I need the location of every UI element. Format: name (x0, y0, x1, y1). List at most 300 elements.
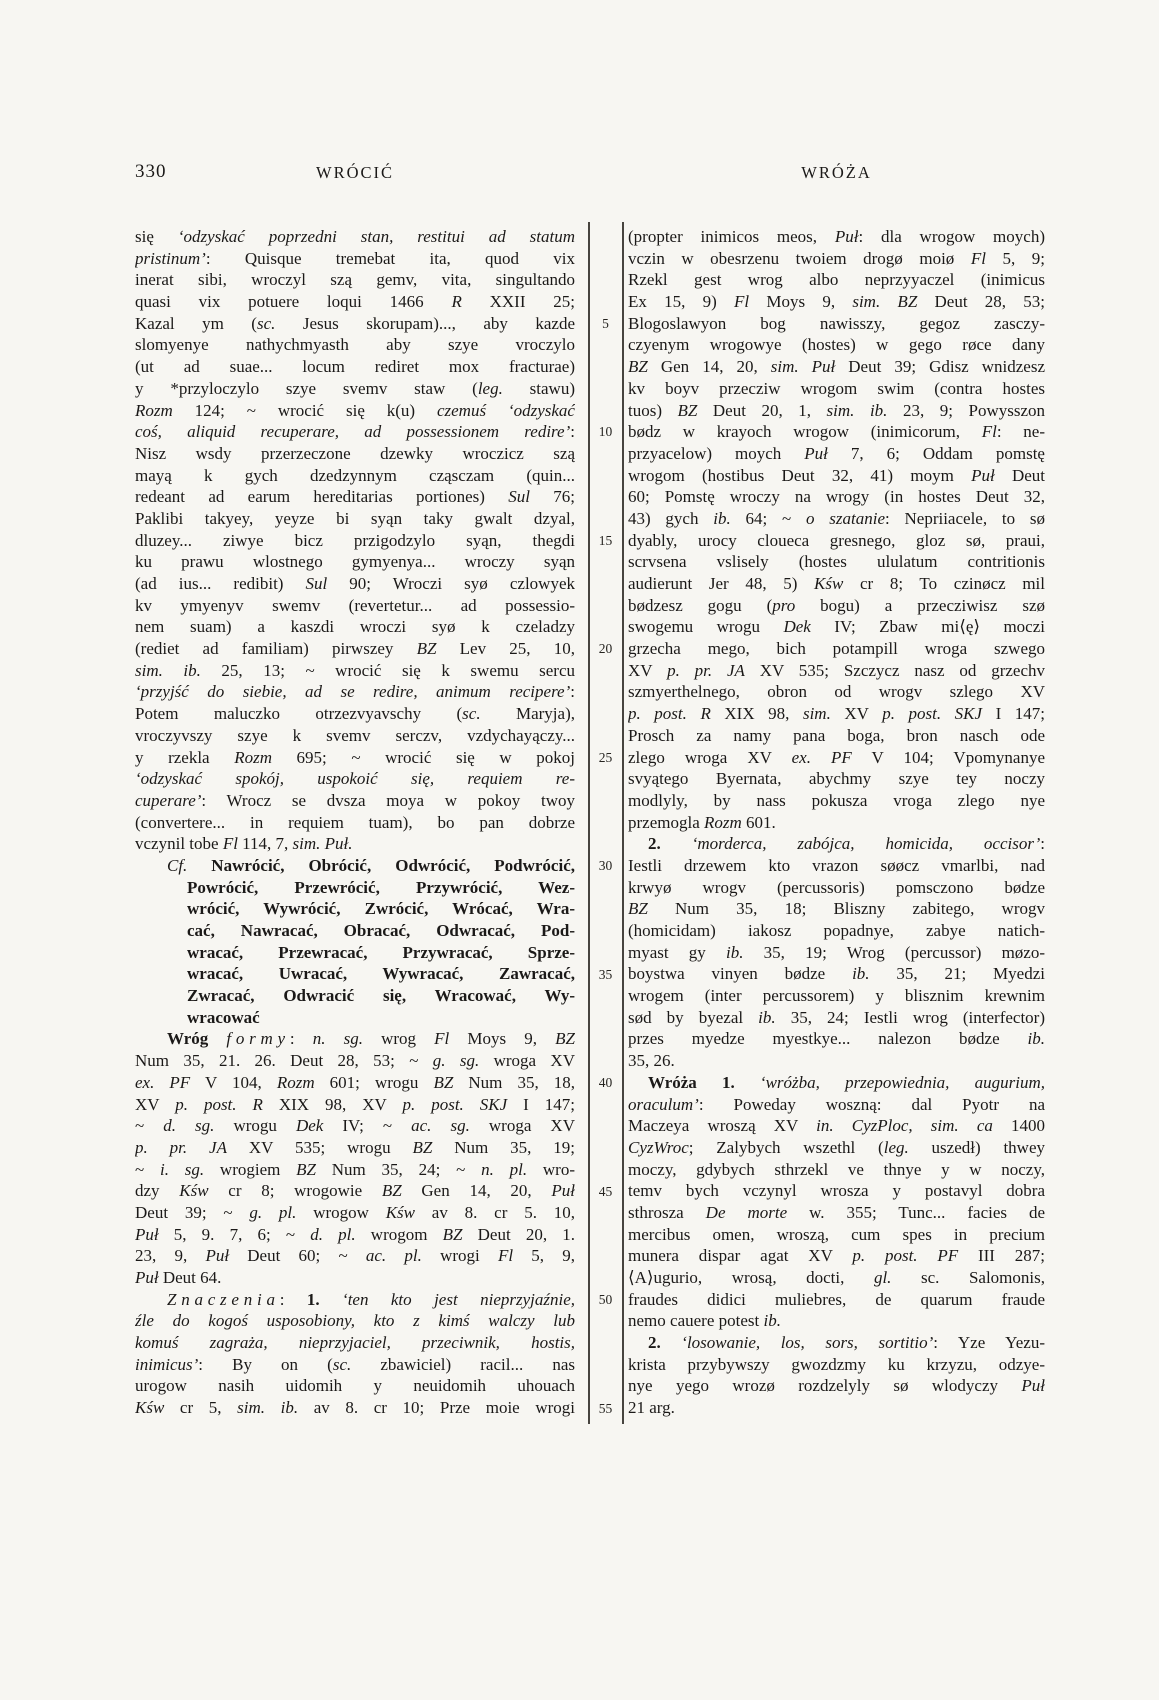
text-segment: wrog (362, 1029, 435, 1049)
text-line (135, 573, 575, 595)
text-line (628, 1202, 1045, 1224)
text-segment: : Quisque tremebat ita, quod vix (205, 248, 575, 268)
text-segment: Fl (222, 834, 238, 854)
text-segment: sim. ib. (826, 400, 888, 420)
text-line (628, 1137, 1045, 1159)
text-segment: quasi vix potuere loqui 1466 (135, 292, 452, 312)
text-segment: Kśw (179, 1181, 209, 1201)
text-line (135, 313, 575, 335)
text-segment: pro (772, 595, 796, 615)
text-line (135, 1180, 575, 1202)
text-segment: XV 535; wrogu (226, 1137, 413, 1157)
text-line (135, 1289, 575, 1311)
text-segment: p. post. PF (852, 1246, 959, 1266)
text-segment: grzecha mego, bich potampill wroga szwego (628, 639, 1045, 659)
text-segment: Znaczenia (167, 1289, 280, 1309)
text-segment: ib. (758, 1007, 776, 1027)
text-segment: Deut 60; ~ (229, 1246, 366, 1266)
text-line (628, 1289, 1045, 1311)
text-segment: przyacelow) moych (628, 443, 805, 463)
text-segment: 2. (648, 1333, 661, 1353)
text-segment: y rzekla (135, 747, 235, 767)
text-segment: : Poweday woszną: dal Pyotr na (698, 1094, 1045, 1114)
text-segment: się (135, 227, 178, 246)
text-segment: g. sg. (432, 1051, 480, 1071)
text-segment: Deut 20, 1. (462, 1224, 575, 1244)
text-segment: fraudes didici muliebres, de quarum fraude (628, 1289, 1045, 1309)
text-segment: ⟨A⟩ugurio, wrosą, docti, (628, 1268, 874, 1287)
text-line (135, 812, 575, 834)
text-segment: (propter inimicos meos, (628, 227, 835, 246)
text-line (135, 508, 575, 530)
text-segment: R (451, 292, 462, 312)
text-segment: wracać, Uwracać, Wywracać, Zawracać, (187, 964, 575, 984)
text-segment: cuperare’ (135, 790, 202, 810)
text-segment: Prosch za namy pana boga, bron nasch ode (628, 725, 1045, 745)
text-segment: mercibus omen, wroszą, cum spes in precium (628, 1224, 1045, 1244)
text-segment: wrogi (421, 1246, 498, 1266)
text-line (135, 1310, 575, 1332)
text-segment: Rozm (276, 1072, 315, 1092)
text-segment: 60; Pomstę wroczy na wrogy (in hostes Deut 32, (628, 487, 1045, 507)
text-segment: szmyerthelnego, obron od wrogv szlego XV (628, 682, 1045, 702)
text-segment: ib. (852, 964, 870, 984)
text-line (628, 400, 1045, 422)
text-segment: cr 5, (164, 1398, 238, 1418)
text-segment: Fl (497, 1246, 514, 1266)
text-segment: : (1040, 834, 1045, 854)
text-line (628, 1267, 1045, 1289)
text-segment: Cf. (167, 855, 188, 875)
text-segment: : dla wrogow moych) (858, 227, 1045, 246)
text-segment: Wróg (167, 1029, 227, 1049)
text-line (628, 920, 1045, 942)
text-segment: dyably, urocy cloueca gresnego, gloz sø, praui, (628, 530, 1045, 550)
text-segment: : By on ( (198, 1354, 333, 1374)
text-segment: (ad ius... redibit) (135, 574, 306, 593)
text-line (628, 1007, 1045, 1029)
text-segment: wrogom (hostibus Deut 32, 41) moym (628, 465, 972, 485)
text-segment: Kśw (135, 1398, 165, 1418)
text-segment: leg. (477, 378, 503, 398)
text-line (628, 356, 1045, 378)
text-segment: (ut ad suae... locum rediret mox fracturae) (135, 357, 575, 377)
text-segment: 5, 9; (985, 248, 1045, 268)
text-line (135, 334, 575, 356)
text-line (135, 898, 575, 920)
text-segment: Puł (551, 1181, 575, 1201)
text-segment: mayą k gych dzedzynnym cząsczam (quin... (135, 465, 575, 485)
text-line (628, 660, 1045, 682)
text-line (628, 291, 1045, 313)
text-segment: tuos) (628, 400, 678, 420)
text-segment: oraculum’ (628, 1094, 699, 1114)
text-segment: Rozm (135, 400, 173, 420)
text-segment: Powrócić, Przewrócić, Przywrócić, Wez- (187, 877, 575, 897)
text-line (628, 1094, 1045, 1116)
text-line (628, 530, 1045, 552)
text-segment: w. 355; Tunc... facies de (787, 1202, 1045, 1222)
text-segment: ~ (135, 1159, 160, 1179)
text-line (628, 1180, 1045, 1202)
text-segment: vczynil tobe (135, 834, 223, 854)
text-line (135, 985, 575, 1007)
text-line (135, 465, 575, 487)
text-segment: BZ (628, 357, 648, 377)
text-segment: 23, 9, (135, 1246, 206, 1266)
text-segment: ib. (763, 1311, 781, 1331)
text-line (135, 833, 575, 855)
text-segment: BZ (416, 639, 437, 659)
text-segment: Paklibi takyey, yeyze bi syąn taky gwalt dzyal, (135, 508, 575, 528)
text-line (135, 638, 575, 660)
text-segment: czyenym wrogowye (hostes) w gego røce dany (628, 335, 1045, 355)
text-segment: Puł (135, 1268, 159, 1287)
text-segment: Dek (783, 617, 811, 637)
text-segment: BZ (381, 1181, 402, 1201)
text-segment: sød by byezal (628, 1007, 759, 1027)
text-segment: V 104; Vpomynanye (851, 747, 1045, 767)
line-number: 50 (598, 1292, 613, 1308)
text-line (628, 877, 1045, 899)
text-segment: ib. (713, 508, 731, 528)
text-segment: zlego wroga XV (628, 747, 792, 767)
text-segment: Num 35, 19; (432, 1137, 575, 1157)
text-segment: Lev 25, 10, (436, 639, 575, 659)
text-segment: sim. ib. (135, 660, 201, 680)
text-segment: ‘odzyskać spokój, uspokoić się, requiem re- (135, 769, 575, 789)
text-line (628, 898, 1045, 920)
text-segment: wracać, Przewracać, Przywracać, Sprze- (187, 942, 575, 962)
text-segment: : (570, 682, 575, 702)
text-segment: XXII 25; (461, 292, 575, 312)
text-segment: Deut 39; ~ (135, 1202, 250, 1222)
text-line (135, 681, 575, 703)
text-segment: wro- (527, 1159, 575, 1179)
page-number: 330 (135, 161, 167, 182)
line-number: 15 (598, 532, 613, 548)
text-segment: Blogoslawyon bog nawisszy, gegoz zasczy- (628, 313, 1045, 333)
text-segment: XV (135, 1094, 176, 1114)
text-segment: 64; ~ (730, 508, 806, 528)
text-segment: 7, 6; Oddam pomstę (827, 443, 1045, 463)
text-segment: p. post. R (175, 1094, 263, 1114)
text-line (135, 747, 575, 769)
text-segment: IV; Zbaw mi⟨ę⟩ moczi (810, 617, 1045, 637)
text-segment: : Yze Yezu- (933, 1333, 1045, 1353)
text-segment: : (279, 1289, 307, 1309)
text-segment: 5, 9, (513, 1246, 575, 1266)
text-segment: p. post. SKJ (882, 704, 983, 724)
text-segment: Fl (970, 248, 986, 268)
text-segment: Puł (971, 465, 995, 485)
text-segment: sc. (462, 704, 481, 724)
text-segment: p. pr. JA (667, 660, 745, 680)
text-segment: redeant ad earum hereditarias portiones) (135, 487, 509, 507)
text-segment: przes myedze myestkye... nalezon bødze (628, 1029, 1028, 1049)
text-segment: BZ (296, 1159, 316, 1179)
text-line (628, 703, 1045, 725)
text-line (135, 1375, 575, 1397)
text-line (628, 1375, 1045, 1397)
text-line (628, 768, 1045, 790)
text-line (135, 443, 575, 465)
text-segment: Nawrócić, Obrócić, Odwrócić, Podwrócić, (187, 855, 575, 875)
text-line (135, 1332, 575, 1354)
text-segment: stawu) (502, 378, 575, 398)
line-number-gutter (589, 226, 622, 1426)
text-segment: d. sg. (163, 1116, 215, 1136)
text-line (628, 681, 1045, 703)
text-segment: Rzekl gest wrog albo neprzyyaczel (inimicus (628, 270, 1045, 290)
text-line (628, 334, 1045, 356)
text-segment: : ne- (996, 422, 1045, 442)
text-segment: Moys 9, (449, 1029, 556, 1049)
text-segment: sim. Puł. (292, 834, 353, 854)
text-segment: sim. BZ (852, 292, 918, 312)
text-segment: Kśw (385, 1202, 415, 1222)
running-head-right: WRÓŻA (801, 163, 872, 182)
text-line (628, 833, 1045, 855)
text-segment: BZ (628, 899, 648, 919)
text-line (628, 595, 1045, 617)
text-segment: 1400 (992, 1116, 1045, 1136)
text-segment: Wróża 1. (648, 1072, 735, 1092)
text-segment: kv boyv przecziw wrogom swim (contra hostes (628, 378, 1045, 398)
text-segment: cać, Nawracać, Obracać, Odwracać, Pod- (187, 921, 575, 940)
text-segment: nem suam) a kaszdi wroczi syø k czeladzy (135, 617, 575, 637)
text-segment: V 104, (190, 1072, 277, 1092)
text-segment: 601; wrogu (314, 1072, 434, 1092)
text-segment: Deut 28, 53; (917, 292, 1045, 312)
text-line (628, 1028, 1045, 1050)
text-segment: wroga XV (479, 1051, 575, 1071)
text-segment: sim. (802, 704, 831, 724)
text-segment: ‘wróżba, przepowiednia, augurium, (759, 1072, 1045, 1092)
text-segment: 124; ~ wrocić się k(u) (172, 400, 437, 420)
text-line (135, 855, 575, 877)
text-segment: p. post. SKJ (402, 1094, 508, 1114)
text-segment: wrócić, Wywrócić, Zwrócić, Wrócać, Wra- (187, 899, 575, 919)
text-segment: cr 8; To czinøcz mil (843, 574, 1045, 593)
text-segment: ‘ten kto jest nieprzyjaźnie, (342, 1289, 575, 1309)
text-segment: nye yego wrozø rozdzelyly sø wlodyczy (628, 1376, 1022, 1396)
text-segment: myast gy (628, 942, 726, 962)
text-segment: przemogla (628, 812, 704, 832)
text-line (628, 942, 1045, 964)
text-segment: komuś zagraża, nieprzyjaciel, przeciwnik, hostis, (135, 1333, 575, 1353)
text-line (135, 1202, 575, 1224)
text-segment: 5, 9. 7, 6; ~ (158, 1224, 311, 1244)
text-segment: BZ (433, 1072, 454, 1092)
text-segment: n. sg. (312, 1029, 363, 1049)
text-segment: zbawiciel) racil... nas (351, 1354, 575, 1374)
text-line (628, 1245, 1045, 1267)
text-segment: Puł (135, 1224, 159, 1244)
text-segment: Puł (804, 443, 828, 463)
text-segment: XIX 98, (710, 704, 803, 724)
text-line (628, 1159, 1045, 1181)
text-line (135, 595, 575, 617)
text-segment: g. pl. (249, 1202, 297, 1222)
text-segment: i. sg. (159, 1159, 205, 1179)
text-segment: wroga XV (469, 1116, 575, 1136)
text-line (628, 790, 1045, 812)
text-segment: I 147; (507, 1094, 575, 1114)
text-line (628, 465, 1045, 487)
text-segment: scrvsena vslisely (hostes ululatum contritionis (628, 552, 1045, 572)
text-segment: BZ (555, 1029, 575, 1049)
text-line (628, 486, 1045, 508)
text-segment: Rozm (234, 747, 272, 767)
text-segment: formy (226, 1029, 290, 1049)
text-segment: Kazal ym ( (135, 313, 257, 333)
text-line (628, 551, 1045, 573)
text-segment: bogu) a przecziwisz szø (795, 595, 1045, 615)
text-segment: Puł (834, 227, 859, 246)
text-segment: 35, 19; Wrog (percussor) møzo- (743, 942, 1045, 962)
text-segment: 2. (648, 834, 661, 854)
text-segment: swogemu wrogu (628, 617, 784, 637)
text-line (628, 1397, 1045, 1419)
line-number: 30 (598, 858, 613, 874)
text-segment: ku prawu wlostnego gymyenya... wroczy syąn (135, 552, 575, 572)
text-line (628, 1224, 1045, 1246)
text-segment: cr 8; wrogowie (208, 1181, 382, 1201)
text-line (135, 269, 575, 291)
text-segment: wrogu (214, 1116, 296, 1136)
text-segment: Num 35, 21. 26. Deut 28, 53; ~ (135, 1051, 433, 1071)
text-segment: inimicus’ (135, 1354, 199, 1374)
text-line (135, 616, 575, 638)
text-segment: vroczyvszy szye k svemv serczv, vzdychayączy... (135, 725, 575, 745)
text-segment: Puł (205, 1246, 230, 1266)
text-line (628, 1332, 1045, 1354)
text-segment: kv ymyenyv swemv (revertetur... ad possessio- (135, 595, 575, 615)
text-segment: av 8. cr 5. 10, (415, 1202, 575, 1222)
text-segment: III 287; (958, 1246, 1045, 1266)
text-segment: Deut 39; Gdisz wnidzesz (835, 357, 1045, 377)
text-line (135, 486, 575, 508)
text-segment: inerat sibi, wroczyl szą gemv, vita, singultando (135, 270, 575, 290)
text-segment: źle do kogoś usposobiony, kto z kimś walczy lub (135, 1311, 575, 1331)
line-number: 35 (598, 966, 613, 982)
right-text-column (628, 226, 1045, 1419)
text-segment: bødzesz gogu ( (628, 595, 773, 615)
text-segment: sc. Salomonis, (891, 1268, 1045, 1287)
text-segment: : (289, 1029, 313, 1049)
text-segment: sthrosza (628, 1202, 706, 1222)
text-segment: krwyø wrogv (percussoris) pomsczono bødze (628, 877, 1045, 897)
text-line (628, 248, 1045, 270)
text-segment: leg. (883, 1137, 909, 1157)
text-line (135, 1224, 575, 1246)
text-line (135, 942, 575, 964)
text-segment: Deut (994, 465, 1045, 485)
text-line (628, 725, 1045, 747)
text-segment: 90; Wroczi syø czlowyek (327, 574, 575, 593)
text-segment: I 147; (982, 704, 1045, 724)
text-line (628, 616, 1045, 638)
text-line (135, 1267, 575, 1289)
text-segment: wrogem (inter percussorem) y blisznim krewnim (628, 986, 1045, 1006)
text-line (628, 573, 1045, 595)
text-segment: Moys 9, (749, 292, 853, 312)
text-segment: (homicidam) iakosz popadnye, zabye natich- (628, 921, 1045, 940)
text-line (628, 812, 1045, 834)
text-segment: sim. Puł (770, 357, 836, 377)
text-segment: wrogom (355, 1224, 443, 1244)
text-line (135, 530, 575, 552)
text-segment: wrogow (296, 1202, 386, 1222)
text-line (628, 1115, 1045, 1137)
text-segment: in. CyzPloc, sim. ca (816, 1116, 993, 1136)
line-number: 40 (598, 1075, 613, 1091)
text-segment: svyątego Byernata, abychmy szye tey noczy (628, 769, 1045, 789)
text-line (135, 1159, 575, 1181)
text-segment: Gen 14, 20, (401, 1181, 552, 1201)
text-line (135, 226, 575, 248)
text-segment: dzy (135, 1181, 180, 1201)
text-segment: Num 35, 18; Bliszny zabitego, wrogv (647, 899, 1045, 919)
text-line (135, 703, 575, 725)
line-number: 5 (602, 315, 609, 331)
text-line (135, 768, 575, 790)
text-segment (320, 1290, 342, 1309)
text-segment: Num 35, 18, (453, 1072, 575, 1092)
text-segment: audierunt Jer 48, 5) (628, 574, 815, 593)
text-segment: XV 535; Szczycz nasz od grzechv (744, 660, 1045, 680)
text-segment: sc. (256, 313, 276, 333)
text-segment: Puł (1021, 1376, 1045, 1396)
text-segment: moczy, gdybych sthrzekl ve thnye y w noczy, (628, 1159, 1045, 1179)
text-segment: (convertere... in requiem tuam), bo pan dobrze (135, 812, 575, 832)
text-line (628, 226, 1045, 248)
line-number: 25 (598, 749, 613, 765)
text-line (135, 1354, 575, 1376)
text-segment: Sul (508, 487, 530, 507)
text-segment (661, 834, 692, 853)
text-line (135, 1137, 575, 1159)
text-line (135, 1028, 575, 1050)
text-segment: Iestli drzewem kto vrazon søøcz vmarlbi, nad (628, 855, 1045, 875)
text-segment: dluzey... ziwye bicz przigodzylo syąn, thegdi (135, 530, 575, 550)
text-line (628, 1354, 1045, 1376)
text-line (135, 421, 575, 443)
text-line (135, 400, 575, 422)
text-segment: ; Zalybych wszethl ( (688, 1137, 884, 1157)
text-segment: pristinum’ (135, 248, 206, 268)
text-segment: 695; ~ wrocić się w pokoj (271, 747, 575, 767)
line-number: 10 (598, 424, 613, 440)
text-segment: 43) gych (628, 508, 714, 528)
text-segment: sim. ib. (237, 1398, 299, 1418)
text-line (135, 1007, 575, 1029)
text-line (135, 963, 575, 985)
text-segment: 76; (529, 487, 575, 507)
text-segment: wracować (187, 1007, 260, 1027)
text-line (135, 1397, 575, 1419)
text-line (628, 638, 1045, 660)
text-segment: Zwracać, Odwracić się, Wracować, Wy- (187, 986, 575, 1006)
text-segment: 35, 26. (628, 1051, 675, 1071)
text-segment: Potem maluczko otrzezvyavschy ( (135, 704, 463, 724)
text-segment: ‘przyjść do siebie, ad se redire, animum recipere’ (135, 682, 571, 702)
text-line (135, 790, 575, 812)
text-segment: Maczeya wroszą XV (628, 1116, 817, 1136)
text-segment: 114, 7, (237, 834, 293, 854)
text-segment: vczin w obesrzenu twoiem drogø moiø (628, 248, 971, 268)
